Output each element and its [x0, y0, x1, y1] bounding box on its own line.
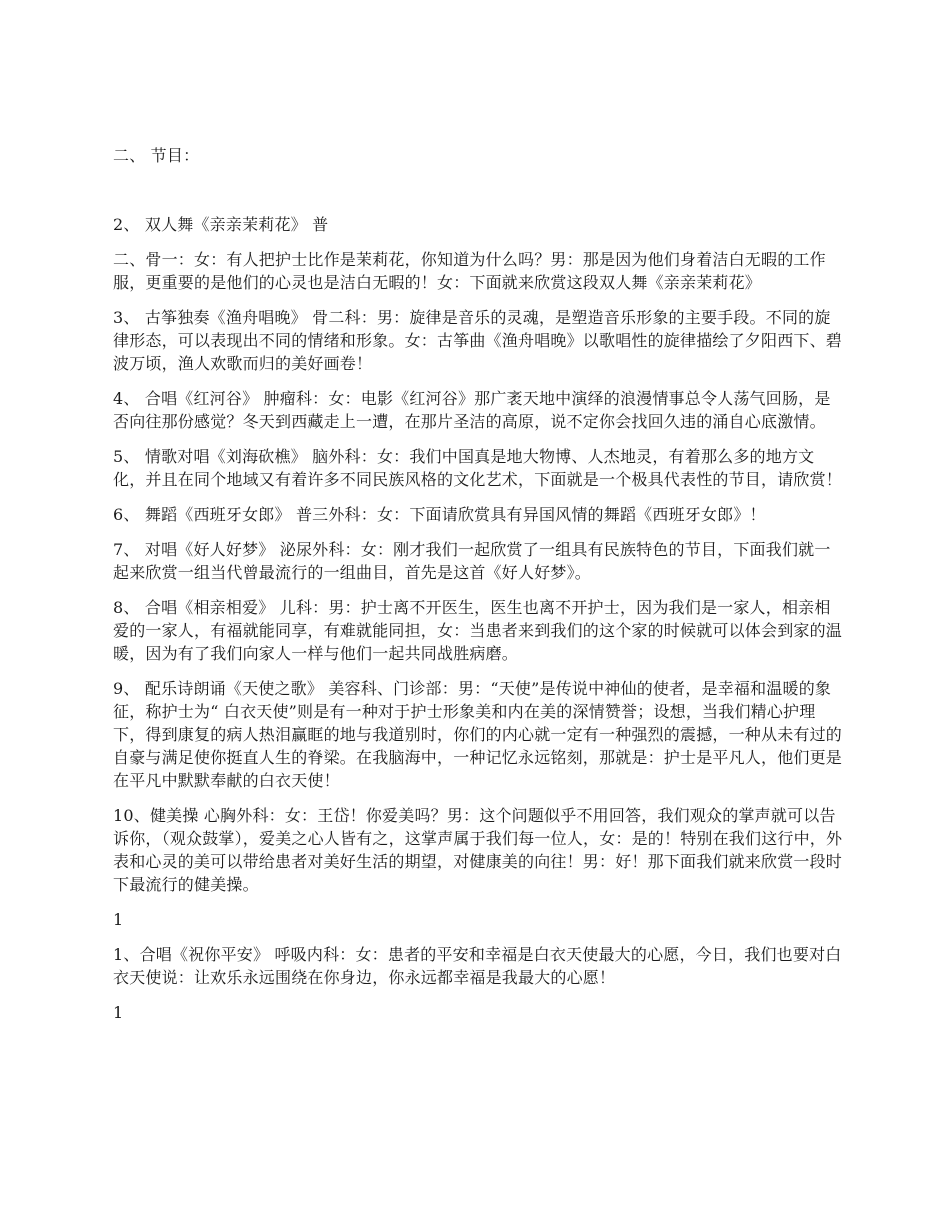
program-intro-2: 二、骨一：女：有人把护士比作是茉莉花，你知道为什么吗？男：那是因为他们身着洁白无暇的工作服，更重要的是他们的心灵也是洁白无暇的！女：下面就来欣赏这段双人舞《亲亲茉莉花》	[113, 250, 826, 292]
program-item-8: 8、 合唱《相亲相爱》 儿科：男：护士离不开医生，医生也离不开护士，因为我们是一家人，相亲相爱的一家人，有福就能同享，有难就能同担，女：当患者来到我们的这个家的时候就可以体会到家的温暖，因为有了我们向家人一样与他们一起共同战胜病磨。	[113, 598, 843, 663]
program-item-1: 1、合唱《祝你平安》 呼吸内科：女：患者的平安和幸福是白衣天使最大的心愿，今日，我们也要对白衣天使说：让欢乐永远围绕在你身边，你永远都幸福是我最大的心愿！	[113, 945, 842, 987]
program-item-7: 7、 对唱《好人好梦》 泌尿外科：女：刚才我们一起欣赏了一组具有民族特色的节目，下面我们就一起来欣赏一组当代曾最流行的一组曲目，首先是这首《好人好梦》。	[113, 540, 831, 582]
page-number: 1	[113, 910, 124, 929]
program-item-9: 9、 配乐诗朗诵《天使之歌》 美容科、门诊部：男：“天使”是传说中神仙的使者，是幸福和温暖的象征，称护士为“ 白衣天使”则是有一种对于护士形象美和内在美的深情赞誉；设想，当我们精心护理下，得到康复的病人热泪赢眶的地与我道别时，你们的内心就一定有一种强烈的震撼，一种从未有过的自豪与满足使你挺直人生的脊梁。在我脑海中，一种记忆永远铭刻，那就是：护士是平凡人，他们更是在平凡中默默奉献的白衣天使！	[113, 679, 843, 790]
section-heading: 二、 节目：	[113, 146, 200, 165]
program-item-2: 2、 双人舞《亲亲茉莉花》 普	[113, 215, 329, 234]
program-item-4: 4、 合唱《红河谷》 肿瘤科：女：电影《红河谷》那广袤天地中演绎的浪漫情事总令人荡气回肠，是否向往那份感觉？冬天到西藏走上一遭，在那片圣洁的高原，说不定你会找回久违的涌自心底激情。	[113, 389, 831, 431]
document-body	[113, 144, 843, 1036]
program-item-5: 5、 情歌对唱《刘海砍樵》 脑外科：女：我们中国真是地大物博、人杰地灵，有着那么多的地方文化，并且在同个地域又有着许多不同民族风格的文化艺术，下面就是一个极具代表性的节目，请欣赏！	[113, 447, 843, 489]
program-item-6: 6、 舞蹈《西班牙女郎》 普三外科：女：下面请欣赏具有异国风情的舞蹈《西班牙女郎》！	[113, 505, 766, 524]
page-number: 1	[113, 1003, 124, 1022]
program-item-3: 3、 古筝独奏《渔舟唱晚》 骨二科：男：旋律是音乐的灵魂，是塑造音乐形象的主要手段。不同的旋律形态，可以表现出不同的情绪和形象。女：古筝曲《渔舟唱晚》以歌唱性的旋律描绘了夕阳西下、碧波万顷，渔人欢歌而归的美好画卷！	[113, 308, 843, 373]
program-item-10: 10、健美操 心胸外科：女：王岱！你爱美吗？男：这个问题似乎不用回答，我们观众的掌声就可以告诉你，（观众鼓掌），爱美之心人皆有之，这掌声属于我们每一位人，女：是的！特别在我们这行中，外表和心灵的美可以带给患者对美好生活的期望，对健康美的向往！男：好！那下面我们就来欣赏一段时下最流行的健美操。	[113, 806, 843, 894]
